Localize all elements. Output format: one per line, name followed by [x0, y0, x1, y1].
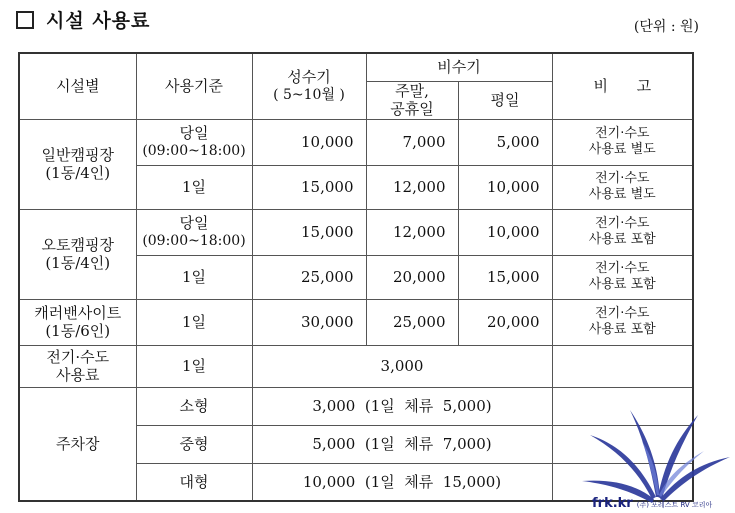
price-peak: 30,000 [252, 299, 366, 345]
parking-medium-price: 5,000 (1일 체류 7,000) [252, 425, 552, 463]
header-peak [252, 53, 366, 119]
header-peak-period: ( 5~10월 ) [273, 87, 345, 104]
parking-large-label: 대형 [136, 463, 252, 501]
basis-day-time: (09:00~18:00) [142, 233, 246, 249]
price-weekend: 25,000 [366, 299, 458, 345]
header-weekend-line1: 주말, [395, 82, 429, 100]
remark-line2: 사용료 포함 [588, 322, 656, 337]
parking-medium-label: 중형 [136, 425, 252, 463]
header-offpeak: 비수기 [366, 53, 552, 81]
table-row [19, 345, 693, 387]
remark-cell [552, 209, 693, 255]
facility-caravan [19, 299, 136, 345]
price-weekday: 10,000 [458, 209, 552, 255]
logo-text [592, 496, 712, 511]
title-text: 시설 사용료 [46, 10, 151, 32]
header-weekend [366, 81, 458, 119]
header-weekend-line2: 공휴일 [390, 100, 434, 118]
basis-label: 1일 [136, 345, 252, 387]
price-weekday: 20,000 [458, 299, 552, 345]
facility-auto-name: 오토캠핑장 [41, 236, 114, 254]
remark-cell [552, 165, 693, 209]
facility-auto [19, 209, 136, 299]
price-peak: 25,000 [252, 255, 366, 299]
header-facility: 시설별 [19, 53, 136, 119]
parking-large-price: 10,000 (1일 체류 15,000) [252, 463, 552, 501]
header-weekday: 평일 [458, 81, 552, 119]
table-row [19, 299, 693, 345]
logo-company: (주) 포레스트 RV 코리아 [636, 501, 713, 509]
remark-cell [552, 299, 693, 345]
facility-general-name: 일반캠핑장 [41, 146, 114, 164]
facility-general [19, 119, 136, 209]
remark-line2: 사용료 별도 [588, 187, 656, 202]
basis-night-label: 1일 [136, 255, 252, 299]
facility-general-capacity: (1동/4인) [45, 164, 111, 182]
remark-line1: 전기·수도 [595, 216, 650, 231]
basis-day-label: 당일 [179, 124, 209, 142]
unit-note: (단위 : 원) [633, 19, 699, 35]
basis-night-label: 1일 [136, 165, 252, 209]
facility-utility-line2: 사용료 [56, 366, 100, 384]
remark-line2: 사용료 포함 [588, 277, 656, 292]
basis-cell [136, 209, 252, 255]
parking-small-price: 3,000 (1일 체류 5,000) [252, 387, 552, 425]
price-weekend: 12,000 [366, 165, 458, 209]
price-weekday: 10,000 [458, 165, 552, 209]
remark-line1: 전기·수도 [595, 126, 650, 141]
checkbox-square-icon [16, 11, 34, 29]
header-peak-label: 성수기 [287, 68, 331, 87]
facility-caravan-capacity: (1동/6인) [45, 322, 111, 340]
table-row [19, 209, 693, 255]
basis-day-time: (09:00~18:00) [142, 143, 246, 159]
basis-cell [136, 119, 252, 165]
facility-utility-line1: 전기·수도 [46, 348, 110, 366]
remark-cell [552, 119, 693, 165]
basis-day-label: 당일 [179, 214, 209, 232]
price-weekday: 5,000 [458, 119, 552, 165]
remark-line1: 전기·수도 [595, 171, 650, 186]
price-utility: 3,000 [252, 345, 552, 387]
table-row [19, 119, 693, 165]
price-peak: 15,000 [252, 165, 366, 209]
remark-line1: 전기·수도 [595, 306, 650, 321]
price-weekend: 20,000 [366, 255, 458, 299]
header-basis: 사용기준 [136, 53, 252, 119]
facility-parking: 주차장 [19, 387, 136, 501]
price-weekday: 15,000 [458, 255, 552, 299]
facility-auto-capacity: (1동/4인) [45, 254, 111, 272]
price-weekend: 12,000 [366, 209, 458, 255]
remark-empty [552, 345, 693, 387]
basis-label: 1일 [136, 299, 252, 345]
remark-cell [552, 255, 693, 299]
logo-domain: frk.kr [592, 496, 633, 511]
facility-utility [19, 345, 136, 387]
parking-small-label: 소형 [136, 387, 252, 425]
remark-line2: 사용료 별도 [588, 142, 656, 157]
price-peak: 15,000 [252, 209, 366, 255]
remark-line2: 사용료 포함 [588, 232, 656, 247]
price-weekend: 7,000 [366, 119, 458, 165]
facility-caravan-name: 캐러밴사이트 [34, 304, 122, 322]
page-title [16, 6, 150, 33]
header-remarks: 비 고 [552, 53, 693, 119]
remark-line1: 전기·수도 [595, 261, 650, 276]
price-peak: 10,000 [252, 119, 366, 165]
